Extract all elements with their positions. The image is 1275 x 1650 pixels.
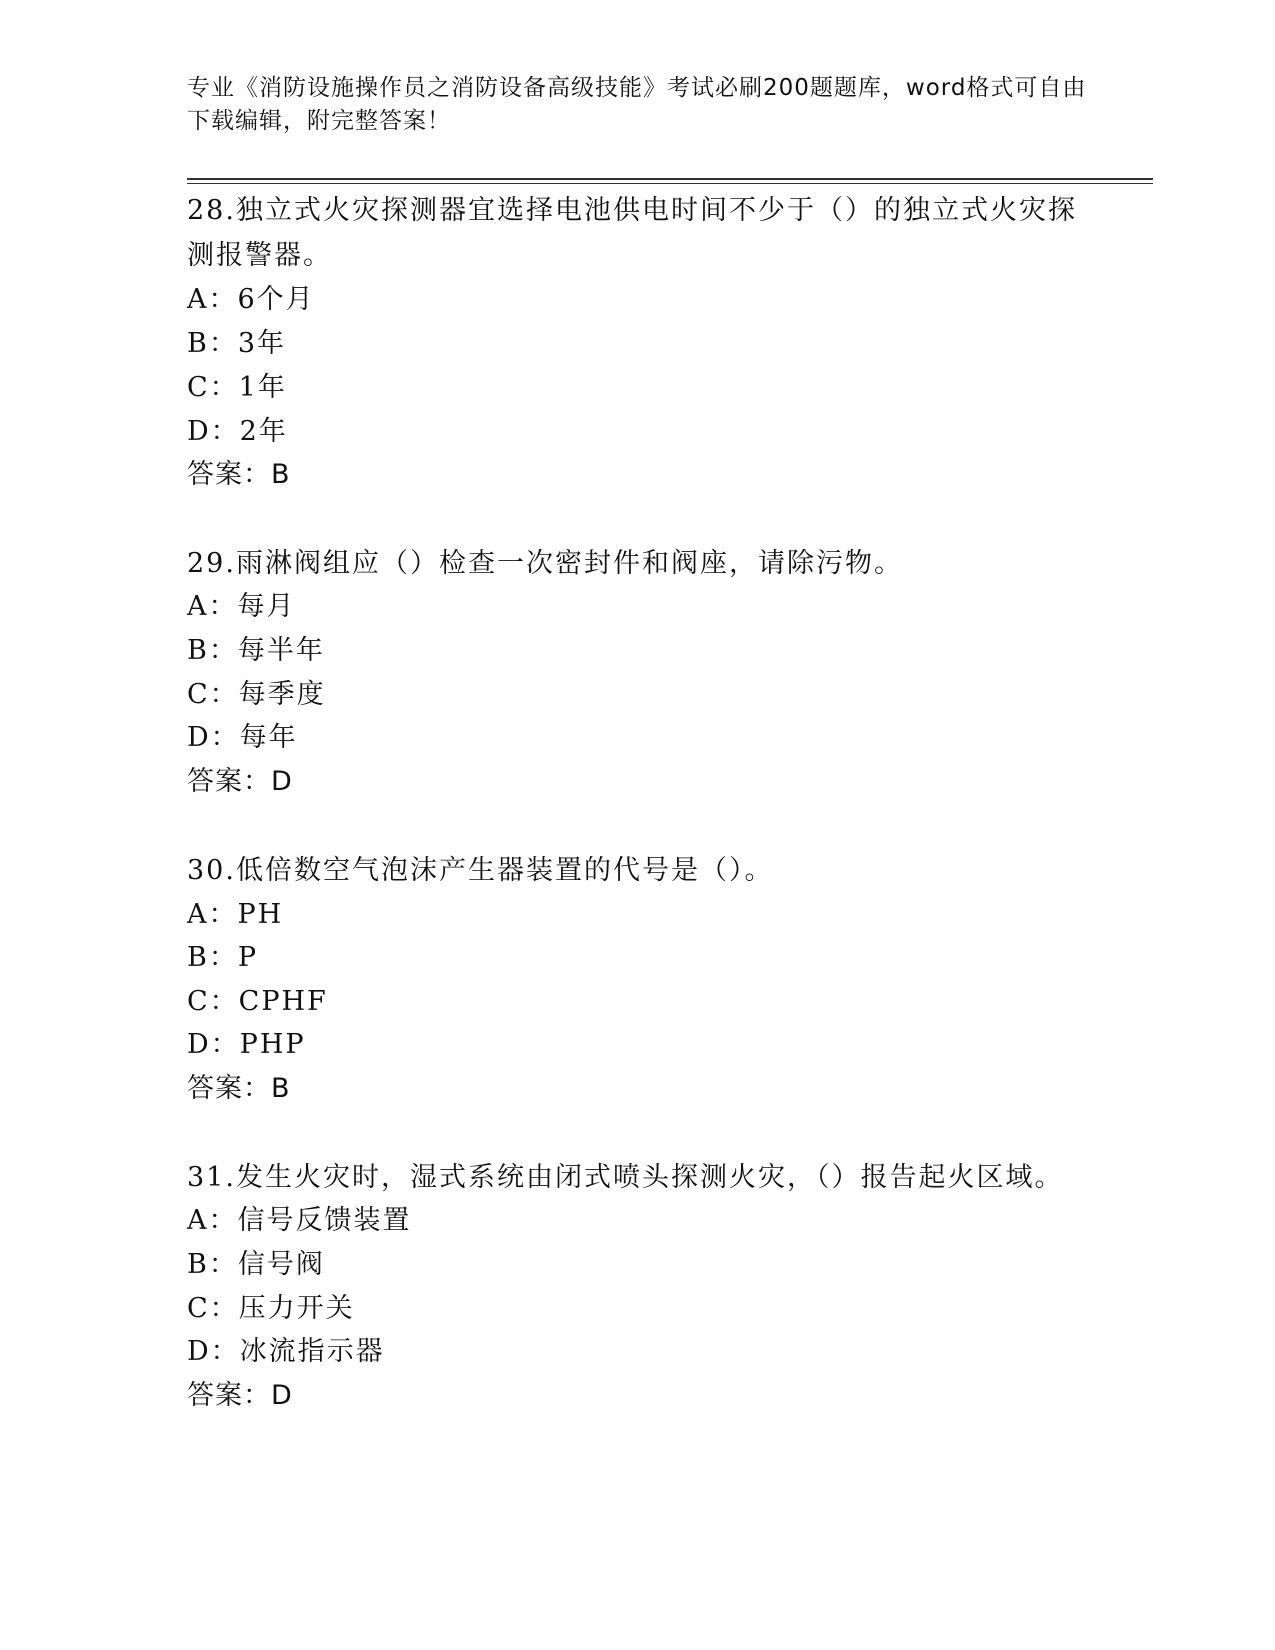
answer-line: 答案：D [187, 766, 293, 797]
option-d: D：2年 [187, 416, 288, 447]
option-a: A：6个月 [187, 284, 315, 315]
answer-line: 答案：B [187, 1073, 291, 1104]
option-d: D：每年 [187, 722, 298, 753]
header-divider-thin [187, 183, 1153, 184]
option-d: D：PHP [187, 1029, 306, 1060]
header-divider [187, 178, 1153, 180]
question-stem: 30.低倍数空气泡沫产生器装置的代号是（）。 [187, 855, 774, 886]
question-stem: 31.发生火灾时，湿式系统由闭式喷头探测火灾，（）报告起火区域。 [187, 1162, 1064, 1193]
option-c: C：1年 [187, 372, 287, 403]
document-header: 专业《消防设施操作员之消防设备高级技能》考试必刷200题题库，word格式可自由下载编辑，附完整答案！ [187, 75, 1087, 134]
option-a: A：PH [187, 899, 284, 930]
option-c: C：CPHF [187, 986, 328, 1017]
option-b: B：信号阀 [187, 1249, 325, 1280]
answer-line: 答案：B [187, 459, 291, 490]
option-a: A：每月 [187, 591, 296, 622]
option-d: D：冰流指示器 [187, 1336, 385, 1367]
question-stem: 29.雨淋阀组应（）检查一次密封件和阀座，请除污物。 [187, 548, 903, 579]
answer-line: 答案：D [187, 1380, 293, 1411]
option-b: B：3年 [187, 328, 287, 359]
option-b: B：P [187, 942, 259, 973]
option-a: A：信号反馈装置 [187, 1205, 412, 1236]
option-b: B：每半年 [187, 635, 325, 666]
question-stem: 28.独立式火灾探测器宜选择电池供电时间不少于（）的独立式火灾探测报警器。 [187, 195, 1077, 271]
option-c: C：压力开关 [187, 1293, 355, 1324]
option-c: C：每季度 [187, 679, 326, 710]
